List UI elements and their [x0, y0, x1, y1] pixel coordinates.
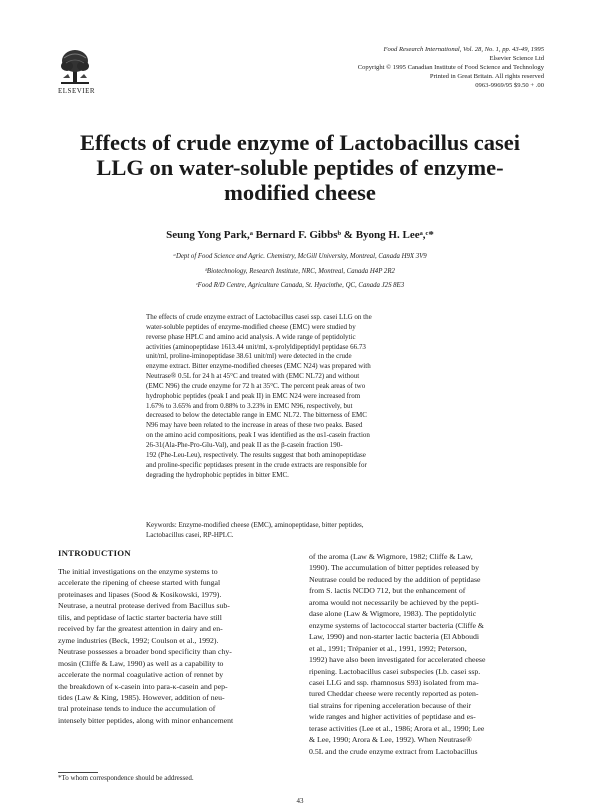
abstract-line: 192 (Phe-Leu-Leu), respectively. The results suggest that both aminopeptidase [146, 450, 366, 459]
body-line: aroma would not necessarily be achieved by the pepti- [309, 597, 479, 607]
body-line: The initial investigations on the enzyme systems to [58, 567, 218, 576]
title-line: LLG on water-soluble peptides of enzyme- [96, 155, 504, 180]
body-line: 1990). The accumulation of bitter peptides released by [309, 563, 480, 573]
abstract-line: decreased to below the detectable range in EMC NL72. The bitterness of EMC [146, 411, 367, 420]
body-line: tial strains for ripening acceleration because of their [309, 700, 472, 710]
body-line: tides (Law & King, 1985). However, addition of neu- [58, 692, 225, 702]
publisher-logo-text: ELSEVIER [58, 87, 96, 95]
abstract-line: enzyme extract. Bitter enzyme-modified cheeses (EMC N24) was prepared with [146, 362, 371, 371]
authors: Seung Yong Park,ᵃ Bernard F. Gibbsᵇ & Byong H. Leeᵃ,ᶜ* [166, 229, 434, 241]
body-line: proteinases and lipases (Sood & Kosikowski, 1979). [58, 589, 222, 599]
affiliation: ᶜFood R/D Centre, Agriculture Canada, St. Hyacinthe, QC, Canada J2S 8E3 [195, 282, 405, 289]
title-line: modified cheese [224, 180, 376, 205]
abstract-line: reverse phase HPLC and amino acid analysis. A wide range of peptidolytic [146, 332, 356, 341]
elsevier-tree-icon [58, 48, 92, 86]
abstract-line: Neutrase® 0.5L for 24 h at 45°C and treated with (EMC NL72) and without [146, 372, 360, 381]
body-line: 1992) have also been investigated for accelerated cheese [309, 655, 486, 665]
body-line: from S. lactis NCDO 712, but the enhancement of [309, 586, 466, 596]
body-line: mosin (Cliffe & Law, 1990) as well as a capability to [58, 658, 224, 668]
abstract-line: activities (aminopeptidase 1613.44 unit/ml, x-prolyldipeptidyl peptidase 66.73 [146, 342, 366, 351]
body-line: Law, 1990) and non-starter lactic bacteria (El Abboudi [309, 632, 480, 642]
abstract-line: 1.67% to 3.65% and from 0.88% to 3.23% in EMC N96, respectively, but [146, 401, 353, 410]
correspondence-footnote: *To whom correspondence should be addressed. [58, 774, 194, 782]
keywords-line: Keywords: Enzyme-modified cheese (EMC), aminopeptidase, bitter peptides, [146, 521, 364, 529]
abstract-line: on the amino acid compositions, peak I was identified as the αs1-casein fraction [146, 431, 370, 440]
body-line: tured Cheddar cheese were recently reported as poten- [309, 689, 479, 699]
abstract-line: (EMC N96) the crude enzyme for 72 h at 35°C. The percent peak areas of two [146, 381, 366, 390]
body-line: & Lee, 1990; Arora & Lee, 1992). When Neutrase® [309, 735, 472, 745]
body-line: casei LLG and ssp. rhamnosus S93) isolated from ma- [309, 677, 479, 687]
pub-issn-line: 0963-9969/95 $9.50 + .00 [475, 81, 544, 89]
page-number: 43 [296, 797, 304, 805]
abstract-line: degrading the hydrophobic peptides in bitter EMC. [146, 470, 289, 479]
affiliation: ᵃDept of Food Science and Agric. Chemistry, McGill University, Montreal, Canada H9X 3V9 [173, 253, 427, 260]
body-line: tilis, and peptidase of lactic starter bacteria have still [58, 612, 222, 622]
body-line: et al., 1991; Trépanier et al., 1991, 1992; Peterson, [309, 643, 467, 653]
pub-printed-line: Printed in Great Britain. All rights reserved [429, 72, 544, 80]
abstract-line: hydrophobic peptides (peak I and peak II) in EMC N24 were increased from [146, 391, 361, 400]
body-line: ripening. Lactobacillus casei subspecies (Lb. casei ssp. [309, 666, 481, 676]
abstract-line: water-soluble peptides of enzyme-modified cheese (EMC) were studied by [146, 322, 356, 331]
pub-publisher-line: Elsevier Science Ltd [489, 54, 544, 62]
publisher-logo [58, 48, 98, 95]
abstract-line: The effects of crude enzyme extract of Lactobacillus casei ssp. casei LLG on the [146, 313, 372, 321]
abstract-line: N96 may have been related to the increase in areas of these two peaks. Based [146, 421, 363, 430]
title-line: Effects of crude enzyme of Lactobacillus casei [80, 130, 520, 155]
abstract-line: unit/ml, proline-iminopeptidase 38.61 unit/ml) were detected in the crude [146, 352, 352, 361]
left-column [58, 566, 296, 726]
pub-journal-line: Food Research International, Vol. 28, No. 1, pp. 43-49, 1995 [383, 46, 544, 53]
keywords [146, 521, 454, 540]
article-title [50, 130, 550, 205]
body-line: accelerate the normal coagulative action of rennet by [58, 670, 224, 680]
publication-info [358, 46, 544, 91]
abstract-line: 26-31(Ala-Phe-Pro-Glu-Val), and peak II as the β-casein fraction 190- [146, 440, 343, 449]
pub-copyright-line: Copyright © 1995 Canadian Institute of Food Science and Technology [357, 63, 544, 71]
body-line: 0.5L and the crude enzyme extract from Lactobacillus [309, 746, 478, 756]
keywords-line: Lactobacillus casei, RP-HPLC. [146, 530, 234, 539]
body-line: terase activities (Lee et al., 1986; Arora et al., 1990; Lee [309, 723, 485, 733]
affiliations [120, 250, 480, 294]
affiliation: ᵇBiotechnology, Research Institute, NRC, Montreal, Canada H4P 2R2 [205, 267, 395, 275]
body-line: Neutrase, a neutral protease derived from Bacillus sub- [58, 601, 230, 611]
body-line: wide ranges and higher activities of peptidase and es- [309, 712, 476, 722]
body-line: tral proteinase tends to induce the accumulation of [58, 704, 216, 714]
body-line: dase alone (Law & Wigmore, 1983). The peptidolytic [309, 609, 477, 619]
abstract-line: and proline-specific peptidases present in the crude extracts are responsible for [146, 460, 367, 469]
right-column [309, 551, 547, 757]
body-line: accelerate the ripening of cheese started with fungal [58, 578, 221, 588]
body-line: Neutrase possesses a broader bond specificity than chy- [58, 647, 232, 657]
section-heading-introduction: INTRODUCTION [58, 548, 131, 558]
abstract [146, 313, 454, 480]
body-line: zyme industries (Beck, 1992; Coulson et al., 1992). [58, 635, 219, 645]
footnote-divider [58, 772, 98, 773]
body-line: intensely bitter peptides, along with minor enhancement [58, 715, 234, 725]
body-line: received by far the greatest attention in dairy and en- [58, 624, 223, 634]
body-line: the breakdown of κ-casein into para-κ-casein and pep- [58, 681, 228, 691]
body-line: of the aroma (Law & Wigmore, 1982; Cliffe & Law, [309, 552, 473, 561]
body-line: enzyme systems of lactococcal starter bacteria (Cliffe & [309, 620, 484, 630]
body-line: Neutrase could be reduced by the addition of peptidase [309, 574, 481, 584]
